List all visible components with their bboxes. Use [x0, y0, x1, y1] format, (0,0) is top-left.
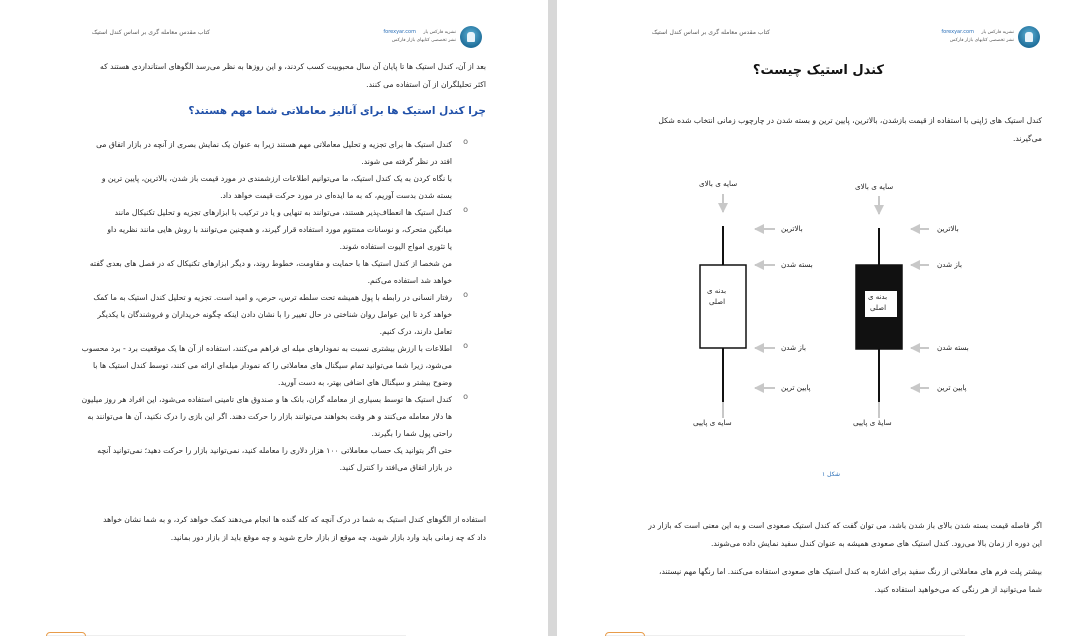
paragraph-2-line-1: بیشتر پلت فرم های معاملاتی از رنگ سفید برای اشاره به کندل استیک های صعودی استفاده می‌کنند. اما رنگها مهم نیستند، — [659, 567, 1042, 576]
list-item-line: با نگاه کردن به یک کندل استیک، ما می‌توانیم اطلاعات ارزشمندی در مورد قیمت باز شدن، بالاترین، پایین ترین و — [101, 174, 452, 183]
intro-line-1: کندل استیک های ژاپنی با استفاده از قیمت بازشدن، بالاترین، پایین ترین و بسته شدن در چارچوب زمانی انتخاب شده شکل — [658, 116, 1042, 125]
list-item-line: تعامل دارند، درک کنیم. — [379, 327, 452, 336]
outro-line-1: استفاده از الگوهای کندل استیک به شما در درک آنچه که کله گنده ها انجام می‌دهند کمک خواهد کرد، و به شما نشان خواهد — [103, 515, 486, 524]
list-item-line: ها دلار معامله می‌کنند و هر وقت بخواهند می‌توانند بازار را حرکت دهند. اگر این بازی را درک نکنید، آن ها می‌توانند به — [87, 412, 452, 421]
list-item-line: خواهد شد استفاده می‌کنم. — [367, 276, 452, 285]
publisher-name: نشریه فارکس یار — [423, 30, 456, 35]
bullish-high-label: بالاترین — [781, 224, 803, 233]
bullish-body — [700, 265, 746, 348]
publisher-name: نشریه فارکس یار — [981, 30, 1014, 35]
bearish-lower-shadow-label: سایهٔ ی پاییی — [853, 418, 892, 427]
list-item-line: من شخصا از کندل استیک ها با حمایت و مقاومت، خطوط روند، و دیگر ابزارهای تکنیکال که در فصل های بعدی گفته — [89, 259, 452, 268]
publisher-site: forexyar.com — [941, 29, 974, 35]
list-item-line: افتد در نظر گرفته می شوند. — [361, 157, 452, 166]
page-title: کندل استیک چیست؟ — [752, 63, 884, 78]
list-item-line: کندل استیک ها برای تجزیه و تحلیل معاملاتی مهم هستند زیرا به عنوان یک نمایش بصری از آنچه در بازار اتفاق می — [96, 140, 452, 149]
bearish-close-label: بسته شدن — [937, 343, 969, 352]
list-item-line: رفتار انسانی در رابطه با پول همیشه تحت سلطه ترس، حرص، و امید است. تجزیه و تحلیل کندل استیک به ما کمک — [93, 293, 452, 302]
book-title: کتاب مقدس معامله گری بر اساس کندل استیک — [651, 29, 770, 36]
list-bullet-icon: o — [463, 290, 468, 299]
list-bullet-icon: o — [463, 205, 468, 214]
intro-line-2: اکثر تحلیلگران از آن استفاده می کنند. — [366, 80, 486, 89]
bearish-open-label: باز شدن — [937, 260, 963, 269]
bearish-high-label: بالاترین — [937, 224, 959, 233]
footer-tab — [605, 632, 645, 636]
publisher-tagline: نشر تخصصی کتابهای بازار فارکس — [391, 38, 456, 43]
bearish-low-label: پایین ترین — [937, 383, 967, 392]
list-item-line: کندل استیک ها انعطاف‌پذیر هستند، می‌توانند به تنهایی و یا در ترکیب با ابزارهای تجزیه و تحلیل تکنیکال مانند — [114, 208, 452, 217]
figure-caption: شکل ۱ — [822, 471, 841, 478]
list-item-line: در بازار اتفاق می‌افتد را کنترل کنید. — [339, 463, 452, 472]
intro-line-1: بعد از آن، کندل استیک ها تا پایان آن سال محبوبیت کسب کردند، و این روزها به نظر می‌رسد الگوهای استانداردی هستند که — [100, 62, 486, 71]
list-item-line: اطلاعات با ارزش بیشتری نسبت به نمودارهای میله ای فراهم می‌کنند، استفاده از آن ها یک موقعیت برد - برد محسوب — [81, 344, 452, 353]
bullish-close-label: بسته شدن — [781, 260, 813, 269]
book-title: کتاب مقدس معامله گری بر اساس کندل استیک — [91, 29, 210, 36]
candlestick-diagram — [557, 170, 1072, 470]
bullish-body-label-1: بدنه ی — [707, 287, 727, 295]
bearish-body-label-2: اصلی — [870, 304, 887, 312]
page-gutter — [548, 0, 557, 636]
list-item-line: یا تئوری امواج الیوت استفاده شوند. — [339, 242, 452, 251]
list-bullet-icon: o — [463, 341, 468, 350]
list-item-line: خواهد کرد تا این عوامل روان شناختی در حال تغییر را با نشان دادن اینکه چگونه خریداران و فروشندگان با یکدیگر — [97, 310, 452, 319]
list-item-line: کندل استیک ها توسط بسیاری از معامله گران، بانک ها و صندوق های تامینی استفاده می‌شود، این افراد هر روز میلیون — [81, 395, 452, 404]
list-item-line: میانگین متحرک، و نوسانات ممنتوم مورد استفاده قرار گیرند، و همچنین می‌توانند با روش هایی مانند نظریه داو — [107, 225, 452, 234]
paragraph-1-line-2: این دوره از زمان بالا می‌رود. کندل استیک های صعودی همیشه به عنوان کندل سفید نمایش داده می‌شوند. — [710, 539, 1042, 548]
section-heading: چرا کندل استیک ها برای آنالیز معاملاتی شما مهم هستند؟ — [188, 105, 486, 117]
list-item-line: حتی اگر بتوانید یک حساب معاملاتی ۱۰۰ هزار دلاری را معامله کنید، نمی‌توانید بازار را حرکت دهید؛ نمی‌توانید آنچه — [97, 446, 452, 455]
footer-tab — [46, 632, 86, 636]
paragraph-2-line-2: شما می‌توانید از هر رنگی که می‌خواهید استفاده کنید. — [874, 585, 1042, 594]
publisher-logo-icon — [460, 26, 482, 48]
list-item-line: می‌شود، زیرا شما می‌توانید تمام سیگنال های معاملاتی را که نمودار میله‌ای ارائه می کنند، توسط کندل استیک ها با — [92, 361, 452, 370]
bullish-upper-shadow-label: سایه ی بالای — [699, 179, 738, 188]
bullish-low-label: پایین ترین — [781, 383, 811, 392]
bullish-open-label: باز شدن — [781, 343, 807, 352]
paragraph-1-line-1: اگر فاصله قیمت بسته شدن بالای باز شدن باشد، می توان گفت که کندل استیک صعودی است و به این معنی است که بازار در — [648, 521, 1042, 530]
document-page-right — [557, 0, 1072, 636]
bearish-body-label-1: بدنه ی — [868, 293, 888, 301]
publisher-logo-icon — [1018, 26, 1040, 48]
bullish-lower-shadow-label: سایه ی پاییی — [693, 418, 732, 427]
intro-line-2: می‌گیرند. — [1012, 134, 1042, 143]
list-item-line: بسته شدن بدست آوریم، که به ما ایده‌ای در مورد حرکت قیمت خواهد داد. — [220, 191, 452, 200]
publisher-site: forexyar.com — [383, 29, 416, 35]
publisher-tagline: نشر تخصصی کتابهای بازار فارکس — [949, 38, 1014, 43]
list-item-line: وضوح بیشتر و سیگنال های اضافی بهتر، به دست آورید. — [278, 378, 452, 387]
list-bullet-icon: o — [463, 137, 468, 146]
list-bullet-icon: o — [463, 392, 468, 401]
outro-line-2: داد که چه زمانی باید وارد بازار شوید، چه موقع از بازار خارج شوید و چه موقع باید از بازار دور بمانید. — [170, 533, 486, 542]
bearish-upper-shadow-label: سایه ی بالای — [855, 182, 894, 191]
list-item-line: راحتی پول شما را بگیرند. — [371, 429, 452, 438]
bullish-body-label-2: اصلی — [709, 298, 726, 306]
